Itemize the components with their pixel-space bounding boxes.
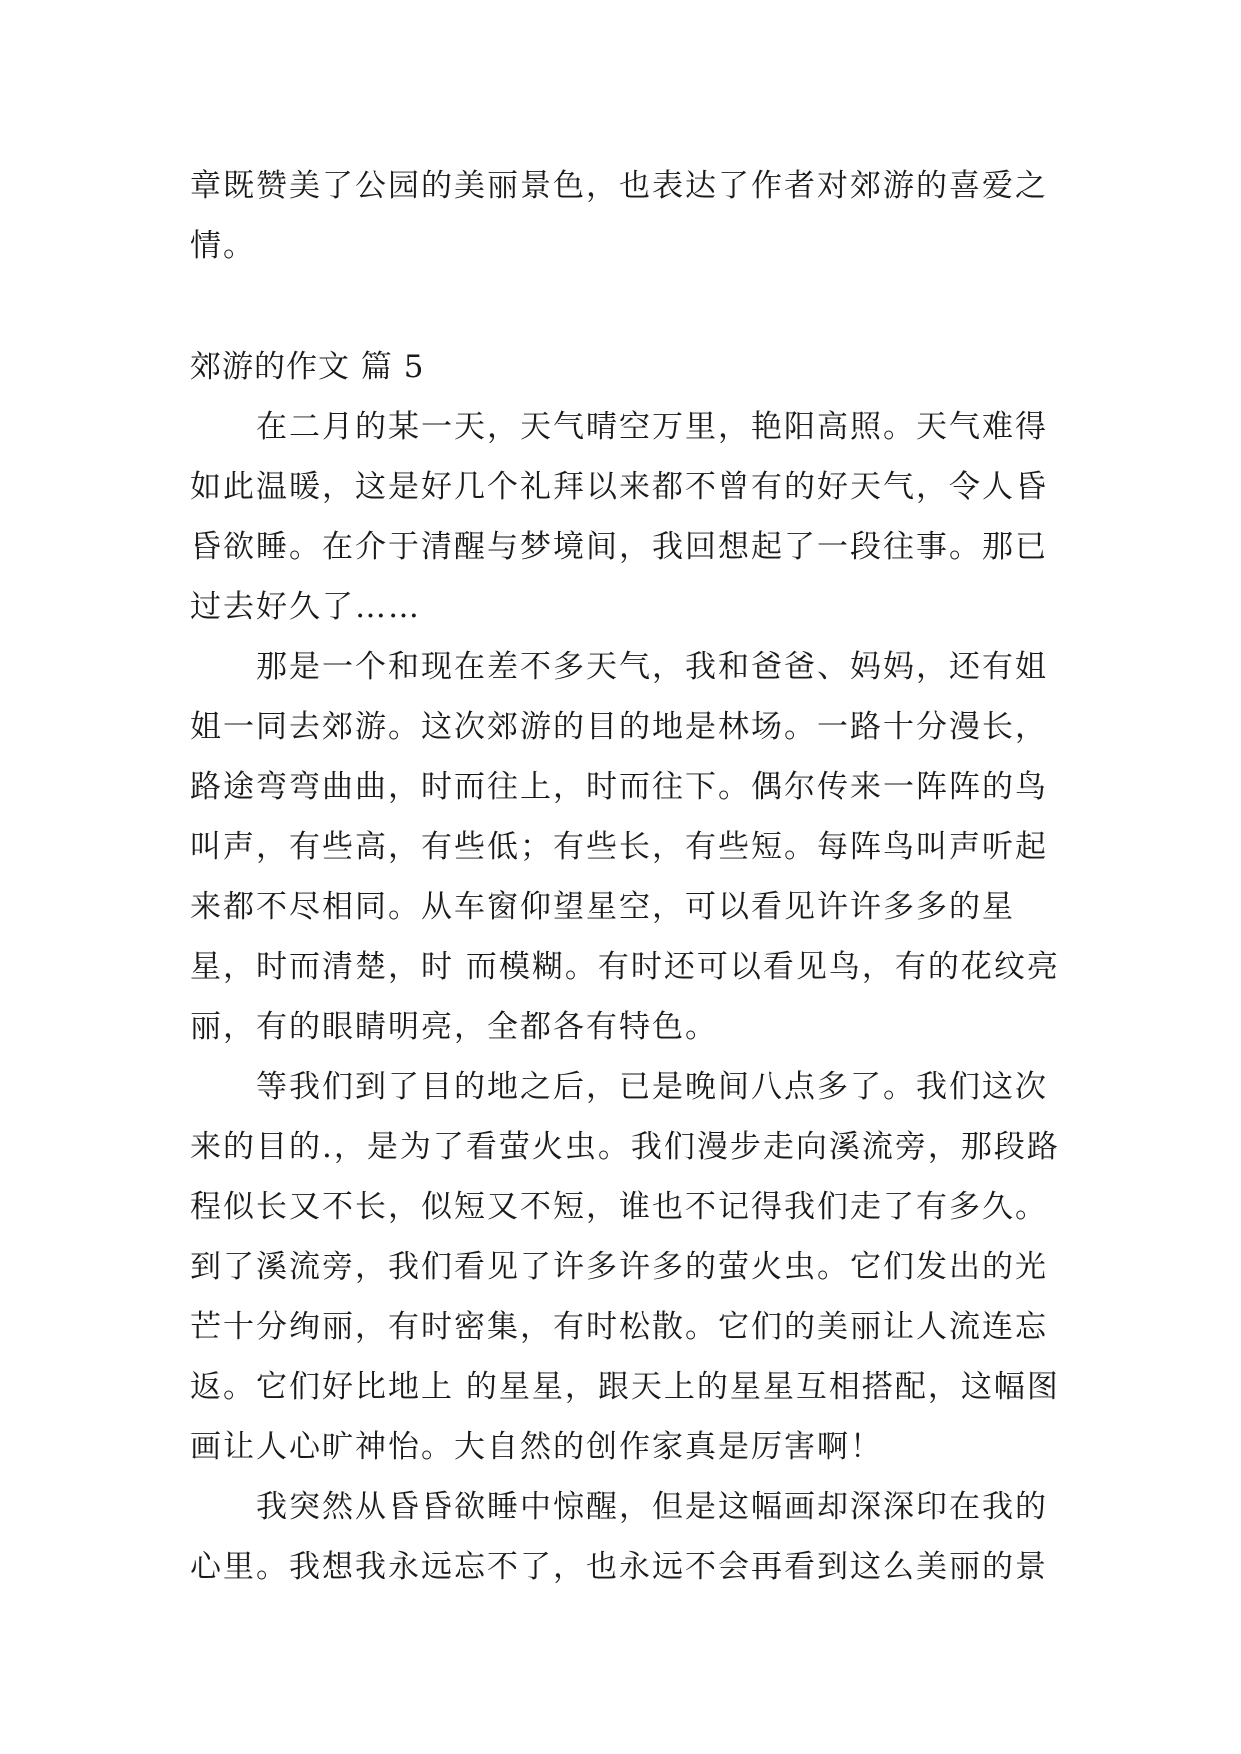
essay-paragraph: 等我们到了目的地之后，已是晚间八点多了。我们这次来的目的.，是为了看萤火虫。我们漫步走向溪流旁，那段路程似长又不长，似短又不短，谁也不记得我们走了有多久。到了溪流旁，我们看见了许多许多的萤火虫。它们发出的光芒十分绚丽，有时密集，有时松散。它们的美丽让人流连忘返。它们好比地上 的星星，跟天上的星星互相搭配，这幅图画让人心旷神怡。大自然的创作家真是厉害啊！ bbox=[190, 1069, 1060, 1465]
essay-paragraph: 那是一个和现在差不多天气，我和爸爸、妈妈，还有姐姐一同去郊游。这次郊游的目的地是林场。一路十分漫长，路途弯弯曲曲，时而往上，时而往下。偶尔传来一阵阵的鸟叫声，有些高，有些低；有些长，有些短。每阵鸟叫声听起来都不尽相同。从车窗仰望星空，可以看见许许多多的星星，时而清楚，时 而模糊。有时还可以看见鸟，有的花纹亮丽，有的眼睛明亮，全都各有特色。 bbox=[190, 649, 1060, 1045]
section-title: 郊游的作文 篇 5 bbox=[190, 349, 425, 385]
intro-paragraph: 章既赞美了公园的美丽景色，也表达了作者对郊游的喜爱之情。 bbox=[190, 168, 1048, 264]
essay-paragraph: 我突然从昏昏欲睡中惊醒，但是这幅画却深深印在我的心里。我想我永远忘不了，也永远不会再看到这么美丽的景 bbox=[190, 1489, 1048, 1585]
essay-paragraph: 在二月的某一天，天气晴空万里，艳阳高照。天气难得如此温暖，这是好几个礼拜以来都不曾有的好天气，令人昏昏欲睡。在介于清醒与梦境间，我回想起了一段往事。那已过去好久了…… bbox=[190, 409, 1048, 625]
essay-body bbox=[190, 397, 1060, 1597]
